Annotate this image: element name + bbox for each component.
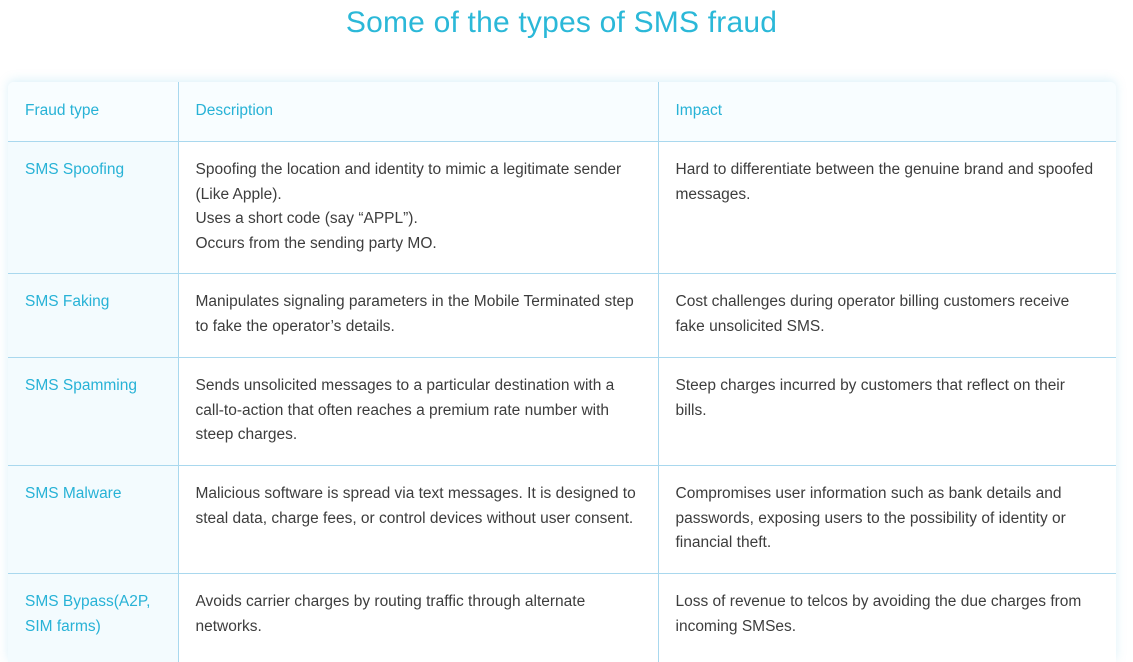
impact-cell: Cost challenges during operator billing customers receive fake unsolicited SMS. bbox=[658, 274, 1116, 358]
table-row bbox=[8, 574, 1116, 662]
impact-cell: Hard to differentiate between the genuine brand and spoofed messages. bbox=[658, 142, 1116, 274]
fraud-types-table-container bbox=[8, 82, 1116, 662]
description-line: Occurs from the sending party MO. bbox=[196, 232, 642, 257]
table-row bbox=[8, 466, 1116, 574]
description-line: Manipulates signaling parameters in the Mobile Terminated step to fake the operator’s details. bbox=[196, 290, 642, 339]
table-row bbox=[8, 274, 1116, 358]
description-line: Spoofing the location and identity to mimic a legitimate sender (Like Apple). bbox=[196, 158, 642, 207]
fraud-type-cell: SMS Bypass(A2P, SIM farms) bbox=[8, 574, 178, 662]
impact-cell: Compromises user information such as bank details and passwords, exposing users to the possibility of identity or financial theft. bbox=[658, 466, 1116, 574]
description-cell bbox=[178, 466, 658, 574]
description-cell bbox=[178, 358, 658, 466]
column-header-description: Description bbox=[178, 82, 658, 142]
fraud-types-table bbox=[8, 82, 1116, 662]
page-title: Some of the types of SMS fraud bbox=[0, 6, 1123, 40]
table-row bbox=[8, 142, 1116, 274]
impact-cell: Steep charges incurred by customers that reflect on their bills. bbox=[658, 358, 1116, 466]
table-header-row bbox=[8, 82, 1116, 142]
fraud-type-cell: SMS Malware bbox=[8, 466, 178, 574]
fraud-type-cell: SMS Spamming bbox=[8, 358, 178, 466]
description-line: Uses a short code (say “APPL”). bbox=[196, 207, 642, 232]
fraud-type-cell: SMS Spoofing bbox=[8, 142, 178, 274]
description-line: Sends unsolicited messages to a particular destination with a call-to-action that often reaches a premium rate number with steep charges. bbox=[196, 374, 642, 448]
description-line: Avoids carrier charges by routing traffic through alternate networks. bbox=[196, 590, 642, 639]
column-header-impact: Impact bbox=[658, 82, 1116, 142]
description-cell bbox=[178, 142, 658, 274]
description-cell bbox=[178, 574, 658, 662]
description-cell bbox=[178, 274, 658, 358]
column-header-fraud-type: Fraud type bbox=[8, 82, 178, 142]
description-line: Malicious software is spread via text messages. It is designed to steal data, charge fees, or control devices without user consent. bbox=[196, 482, 642, 531]
impact-cell: Loss of revenue to telcos by avoiding the due charges from incoming SMSes. bbox=[658, 574, 1116, 662]
fraud-type-cell: SMS Faking bbox=[8, 274, 178, 358]
table-row bbox=[8, 358, 1116, 466]
